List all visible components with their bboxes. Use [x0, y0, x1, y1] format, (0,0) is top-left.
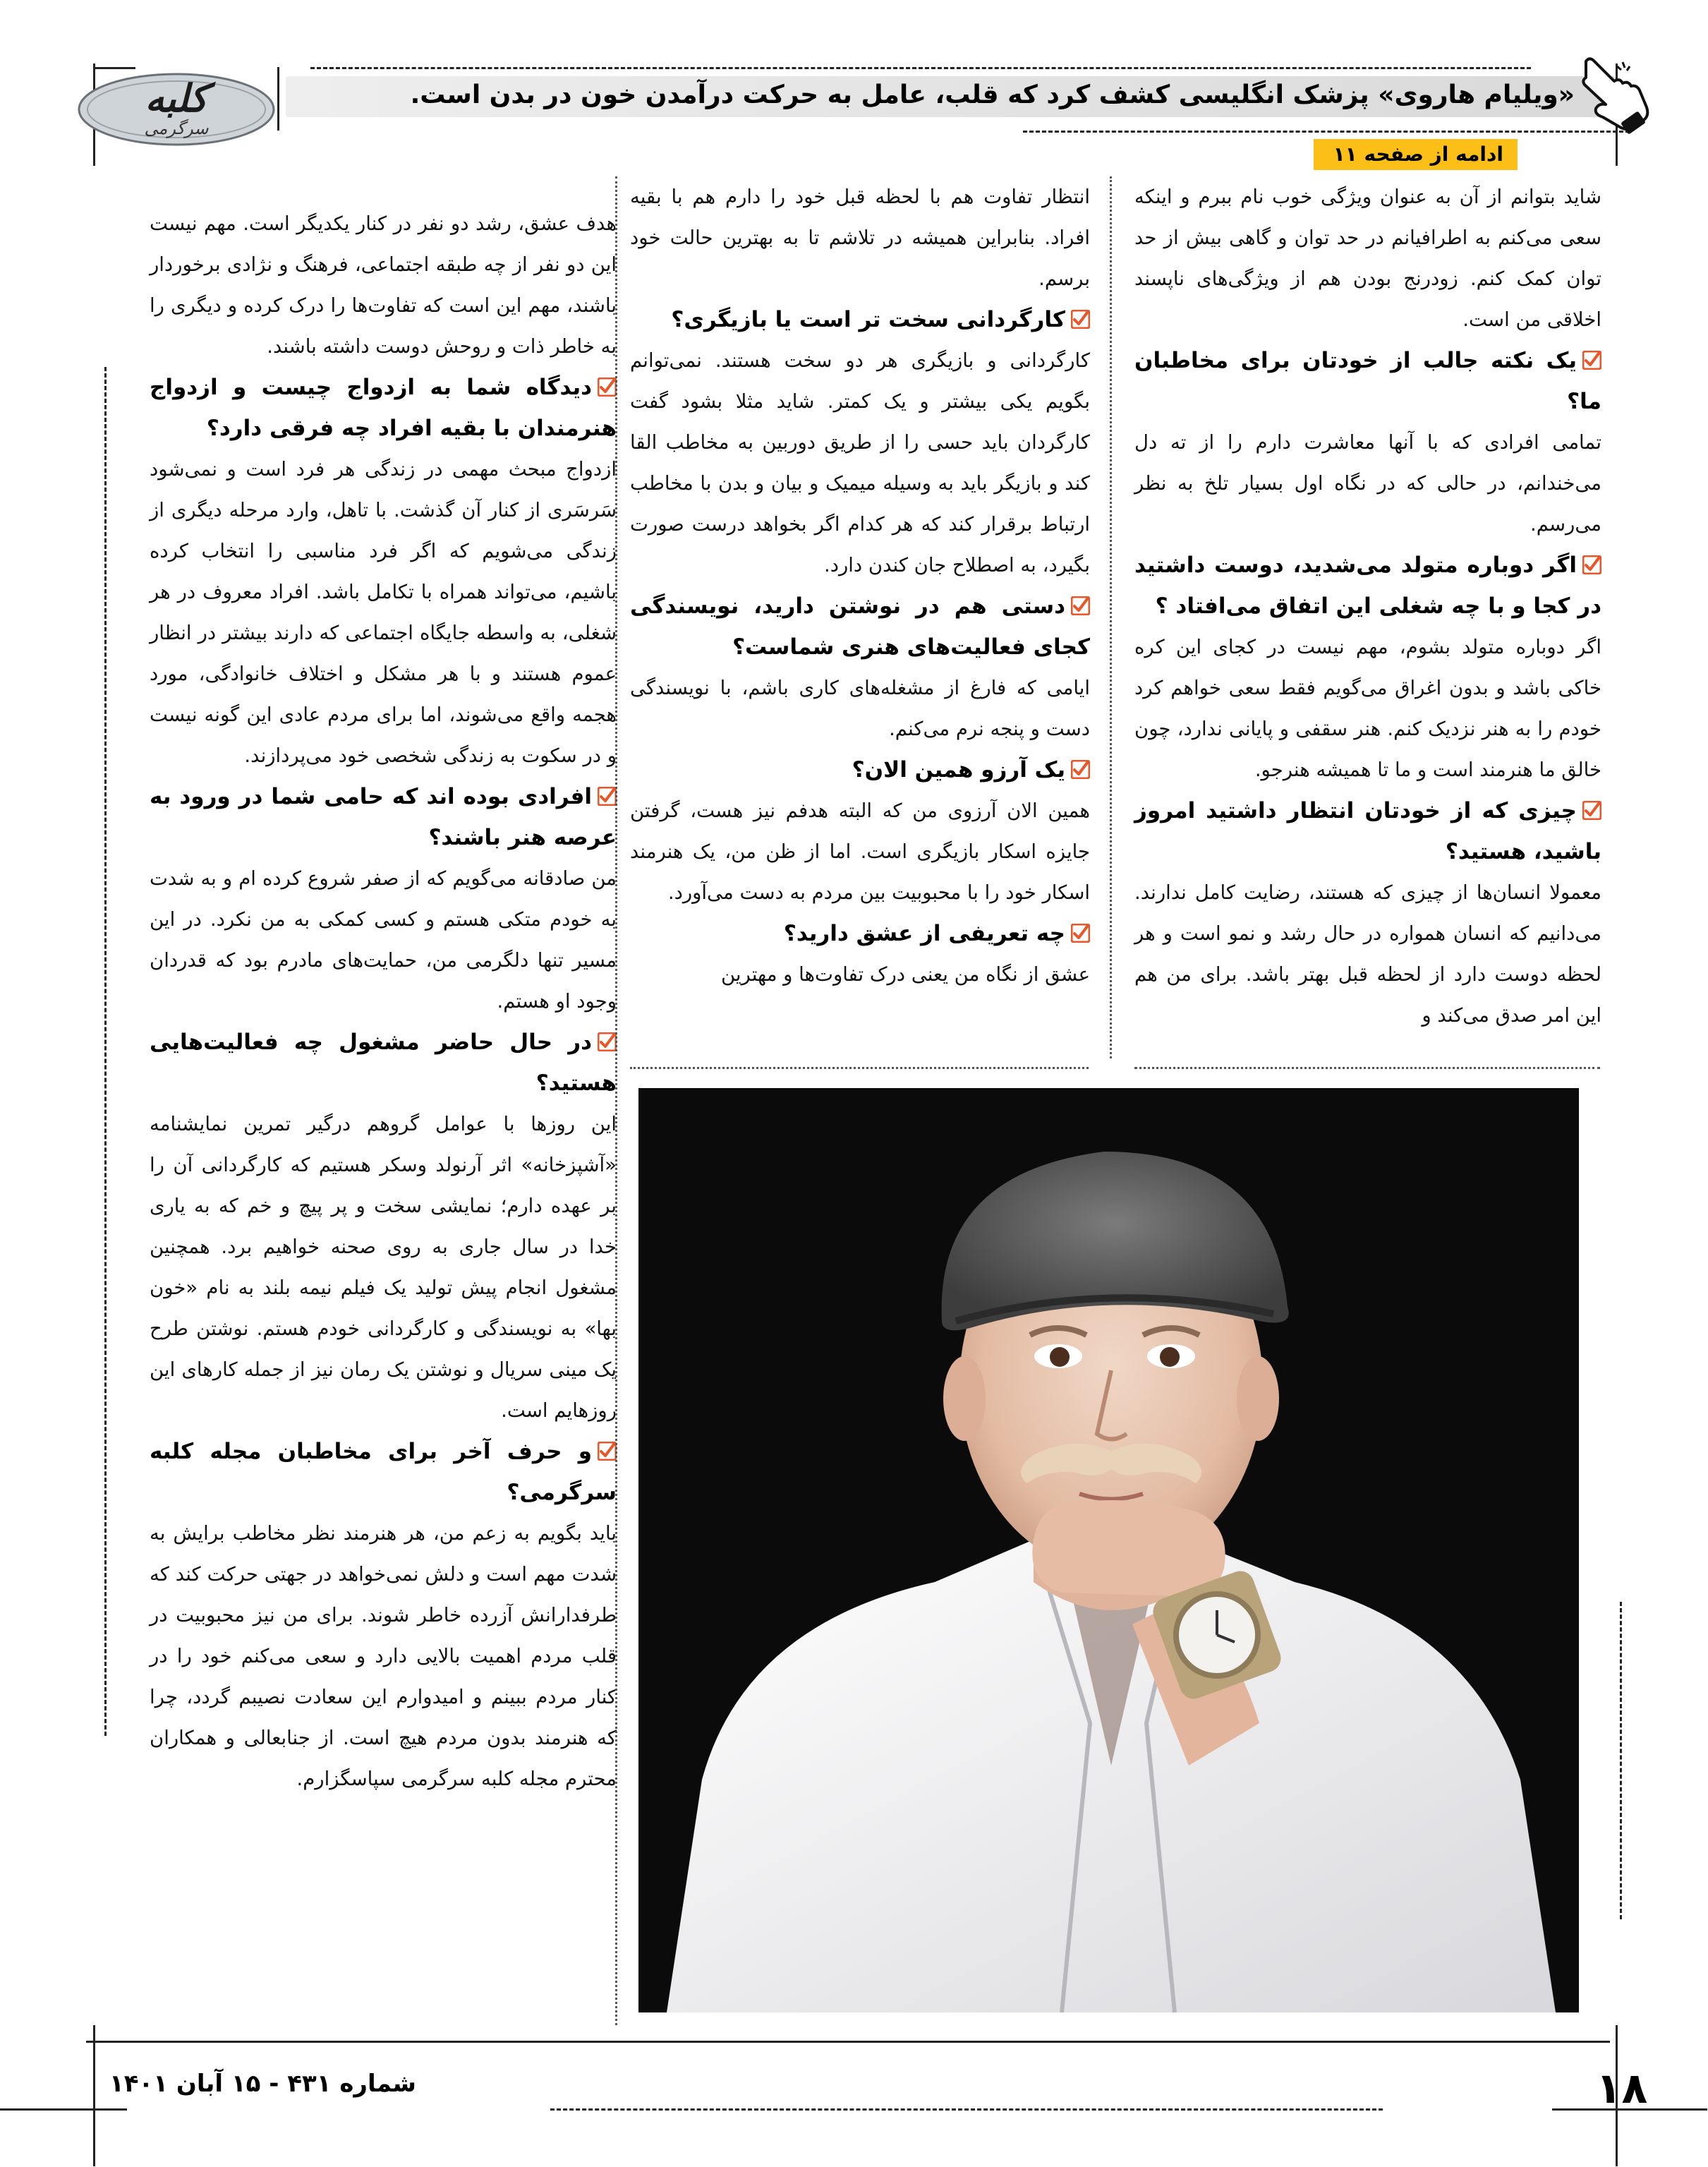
continued-from-label: ادامه از صفحه ۱۱ [1314, 139, 1518, 170]
answer-paragraph: من صادقانه می‌گویم که از صفر شروع کرده ام و به شدت به خودم متکی هستم و کسی کمکی به من نکرد. در این مسیر تنها دلگرمی من، حمایت‌های مادرم بود که قدردان وجود او هستم. [150, 867, 617, 1013]
answer-paragraph: اگر دوباره متولد بشوم، مهم نیست در کجای این کره خاکی باشد و بدون اغراق می‌گویم فقط سعی خواهم کرد خودم را به هنر نزدیک کنم. هنر سقفی و پایانی ندارد، چون خالق ما هنرمند است و ما تا همیشه هنرجو. [1134, 636, 1601, 781]
column-bottom-separator [1134, 1067, 1600, 1069]
column-separator [615, 176, 617, 2025]
top-dashed-rule [310, 67, 1531, 69]
pointing-hand-icon [1573, 56, 1651, 134]
logo-emblem-icon [71, 56, 282, 155]
answer-paragraph: ازدواج مبحث مهمی در زندگی هر فرد است و نمی‌شود سَرسَری از کنار آن گذشت. با تاهل، وارد مرحله دیگری از زندگی می‌شویم که اگر فرد مناسبی را انتخاب کرده باشیم، می‌تواند همراه با تکامل باشد. افراد معروف در هر شغلی، به واسطه جایگاه اجتماعی که دارند بیشتر در انظار عموم هستند و با هر مشکل و اختلاف خانوادگی، مورد هجمه واقع می‌شوند، اما برای مردم عادی این گونه نیست و در سکوت به زندگی شخصی خود می‌پردازند. [150, 458, 617, 767]
column-bottom-separator [630, 1067, 1089, 1069]
checkmark-square-icon [1071, 596, 1090, 615]
footer-rule [86, 2041, 1610, 2043]
interview-question [630, 299, 1090, 340]
checkmark-square-icon [1071, 924, 1090, 943]
question-text: در حال حاضر مشغول چه فعالیت‌هایی هستید؟ [150, 1030, 617, 1096]
interview-question [150, 776, 617, 858]
column-left [150, 203, 617, 1799]
column-separator [1110, 176, 1112, 1058]
question-text: چه تعریفی از عشق دارید؟ [783, 921, 1065, 946]
question-text: دیدگاه شما به ازدواج چیست و ازدواج هنرمندان با بقیه افراد چه فرقی دارد؟ [150, 375, 617, 441]
checkmark-square-icon [598, 1032, 617, 1051]
answer-paragraph: معمولا انسان‌ها از چیزی که هستند، رضایت کامل ندارند. می‌دانیم که انسان همواره در حال رشد و نمو است و هر لحظه دوست دارد از لحظه قبل بهتر باشد. برای من هم این امر صدق می‌کند و [1134, 881, 1601, 1027]
top-dashed-rule [1023, 131, 1630, 133]
interview-question [1134, 545, 1601, 627]
answer-paragraph: کارگردانی و بازیگری هر دو سخت هستند. نمی‌توانم بگویم یکی بیشتر و یک کمتر. شاید مثلا بشود گفت کارگردان باید حسی را از طریق دوربین به مخاطب القا کند و بازیگر باید به وسیله میمیک و بیان و بدن با مخاطب ارتباط برقرار کند که هر کدام اگر بخواهد درست صورت بگیرد، به اصطلاح جان کندن دارد. [630, 349, 1090, 577]
checkmark-square-icon [598, 787, 617, 806]
answer-paragraph: شاید بتوانم از آن به عنوان ویژگی خوب نام ببرم و اینکه سعی می‌کنم به اطرافیانم در حد توان و گاهی بیش از حد توان کمک کنم. زودرنج بودن هم از ویژگی‌های ناپسند اخلاقی من است. [1134, 186, 1601, 331]
question-text: اگر دوباره متولد می‌شدید، دوست داشتید در کجا و با چه شغلی این اتفاق می‌افتاد ؟ [1134, 553, 1601, 619]
interview-question [1134, 340, 1601, 422]
logo-title: کلبه [145, 76, 208, 121]
question-text: یک آرزو همین الان؟ [852, 757, 1065, 783]
checkmark-square-icon [1582, 555, 1601, 574]
answer-paragraph: عشق از نگاه من یعنی درک تفاوت‌ها و مهترین [720, 963, 1090, 986]
column-right [1134, 176, 1601, 1036]
interview-question [150, 367, 617, 449]
answer-paragraph: انتظار تفاوت هم با لحظه قبل خود را دارم هم با بقیه افراد. بنابراین همیشه در تلاشم تا به بهترین حالت خود برسم. [630, 186, 1090, 290]
portrait-photo [638, 1088, 1579, 2012]
question-text: و حرف آخر برای مخاطبان مجله کلبه سرگرمی؟ [150, 1439, 617, 1505]
page-number: ۱۸ [1596, 2064, 1648, 2113]
checkmark-square-icon [1582, 351, 1601, 370]
interview-question [150, 1022, 617, 1104]
answer-paragraph: این روزها با عوامل گروهم درگیر تمرین نمایشنامه «آشپزخانه» اثر آرنولد وسکر هستیم که کارگردانی آن را بر عهده دارم؛ نمایشی سخت و پر پیچ و خم که به یاری خدا در سال جاری به روی صحنه خواهیم برد. همچنین مشغول انجام پیش تولید یک فیلم نیمه بلند به نام «خون بها» به نویسندگی و کارگردانی خودم هستم. نوشتن طرح یک مینی سریال و نوشتن یک رمان نیز از جمله کارهای این روزهایم است. [150, 1113, 617, 1422]
answer-paragraph: ایامی که فارغ از مشغله‌های کاری باشم، با نویسندگی دست و پنجه نرم می‌کنم. [630, 677, 1090, 740]
answer-paragraph: هدف عشق، رشد دو نفر در کنار یکدیگر است. مهم نیست این دو نفر از چه طبقه اجتماعی، فرهنگ و نژادی برخوردار باشند، مهم این است که تفاوت‌ها را درک کرده و دیگری را به خاطر ذات و روحش دوست داشته باشند. [150, 212, 617, 358]
checkmark-square-icon [1071, 310, 1090, 329]
left-dashed-rule [104, 367, 107, 1736]
checkmark-square-icon [598, 378, 617, 397]
question-text: کارگردانی سخت تر است یا بازیگری؟ [671, 307, 1065, 332]
question-text: دستی هم در نوشتن دارید، نویسندگی کجای فعالیت‌های هنری شماست؟ [630, 593, 1090, 660]
question-text: یک نکته جالب از خودتان برای مخاطبان ما؟ [1134, 348, 1601, 414]
issue-date: شماره ۴۳۱ - ۱۵ آبان ۱۴۰۱ [109, 2070, 416, 2098]
interview-question [630, 586, 1090, 668]
interview-question [150, 1431, 617, 1513]
interview-question [630, 913, 1090, 954]
interview-question [630, 749, 1090, 790]
crop-mark [93, 2025, 95, 2166]
logo-subtitle: سرگرمی [144, 119, 209, 138]
answer-paragraph: همین الان آرزوی من که البته هدفم نیز هست، گرفتن جایزه اسکار بازیگری است. اما از ظن من، یک هنرمند اسکار خود را با محبوبیت بین مردم به دست می‌آورد. [630, 799, 1090, 904]
answer-paragraph: تمامی افرادی که با آنها معاشرت دارم را از ته دل می‌خندانم، در حالی که در نگاه اول بسیار تلخ به نظر می‌رسم. [1134, 431, 1601, 536]
header-fact-text: «ویلیام هاروی» پزشک انگلیسی کشف کرد که قلب، عامل به حرکت درآمدن خون در بدن است. [410, 80, 1575, 109]
question-text: چیزی که از خودتان انتظار داشتید امروز باشید، هستید؟ [1134, 798, 1601, 864]
interview-question [1134, 790, 1601, 872]
answer-paragraph: باید بگویم به زعم من، هر هنرمند نظر مخاطب برایش به شدت مهم است و دلش نمی‌خواهد در جهتی حرکت کند که طرفدارانش آزرده خاطر شوند. برای من نیز محبوبیت در قلب مردم اهمیت بالایی دارد و سعی می‌کنم خود را در کنار مردم ببینم و امیدوارم این سعادت نصیبم گردد، چرا که هنرمند بدون مردم هیچ است. از جنابعالی و همکاران محترم مجله کلبه سرگرمی سپاسگزارم. [150, 1522, 617, 1790]
checkmark-square-icon [1071, 760, 1090, 779]
bottom-dashed-rule [550, 2108, 1383, 2111]
question-text: افرادی بوده اند که حامی شما در ورود به عرصه هنر باشند؟ [150, 784, 617, 850]
right-dashed-rule [1620, 1602, 1622, 1919]
column-middle [630, 176, 1090, 995]
checkmark-square-icon [598, 1442, 617, 1461]
checkmark-square-icon [1582, 801, 1601, 820]
header-banner [286, 76, 1616, 117]
crop-mark [0, 2108, 127, 2111]
